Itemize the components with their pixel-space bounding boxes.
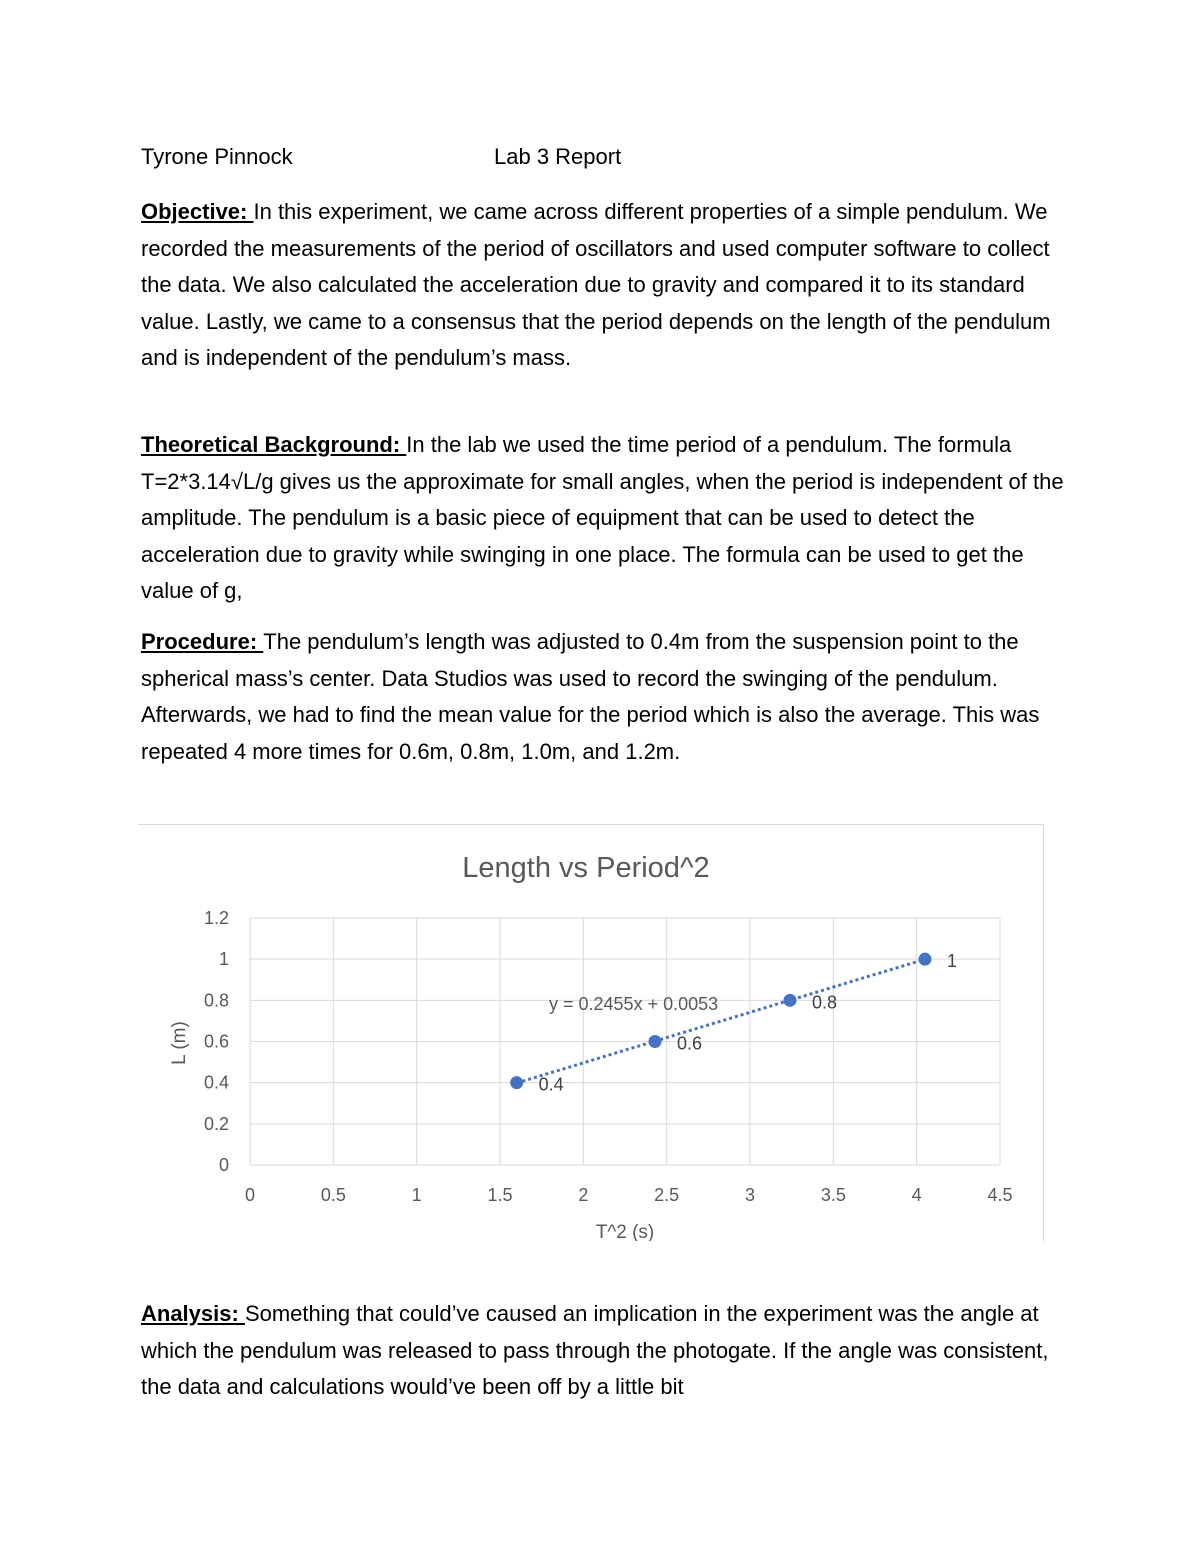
chart-gridlines <box>250 918 1000 1165</box>
x-tick-label: 4.5 <box>987 1185 1013 1205</box>
y-tick-label: 1.2 <box>203 908 229 928</box>
theory-label: Theoretical Background: <box>141 432 407 457</box>
trendline-equation: y = 0.2455x + 0.0053 <box>549 994 719 1014</box>
procedure-text: The pendulum’s length was adjusted to 0.4m from the suspension point to the spherical mass’s center. Data Studios was used to record the swinging of the pendulum. Afterwards, we had to find the mean value for the period which is also the average. This was repeated 4 more times for 0.6m, 0.8m, 1.0m, and 1.2m. <box>141 629 1040 764</box>
objective-text: In this experiment, we came across different properties of a simple pendulum. We recorded the measurements of the period of oscillators and used computer software to collect the data. We also calculated the acceleration due to gravity and compared it to its standard value. Lastly, we came to a consensus that the period depends on the length of the pendulum and is independent of the pendulum’s mass. <box>141 199 1051 371</box>
data-point <box>784 994 797 1007</box>
y-tick-label: 0 <box>218 1155 229 1175</box>
report-title: Lab 3 Report <box>494 144 622 169</box>
x-tick-label: 1 <box>411 1185 422 1205</box>
x-tick-label: 0.5 <box>320 1185 346 1205</box>
data-point <box>919 953 932 966</box>
chart-y-axis-label: L (m) <box>169 1021 190 1065</box>
y-tick-label: 0.2 <box>203 1113 229 1134</box>
theory-paragraph <box>141 427 1071 610</box>
x-tick-label: 4 <box>911 1185 922 1205</box>
analysis-label: Analysis: <box>141 1301 245 1326</box>
chart-points <box>510 951 957 1094</box>
x-tick-label: 1.5 <box>487 1185 513 1205</box>
chart-trendline-group <box>517 959 925 1083</box>
chart-x-axis-label: T^2 (s) <box>595 1222 655 1241</box>
y-tick-label: 0.8 <box>203 990 229 1011</box>
procedure-paragraph <box>141 624 1071 770</box>
chart-title: Length vs Period^2 <box>462 852 710 884</box>
length-vs-period-chart <box>138 825 1043 1241</box>
author-name: Tyrone Pinnock <box>141 144 293 169</box>
x-tick-label: 0 <box>244 1185 256 1205</box>
data-label: 1 <box>947 951 958 972</box>
trendline <box>517 959 925 1083</box>
x-tick-label: 3 <box>744 1185 756 1205</box>
theory-text: In the lab we used the time period of a pendulum. The formula T=2*3.14√L/g gives us the approximate for small angles, when the period is independent of the amplitude. The pendulum is a basic piece of equipment that can be used to detect the acceleration due to gravity while swinging in one place. The formula can be used to get the value of g, <box>141 432 1064 604</box>
y-tick-label: 0.6 <box>203 1031 229 1052</box>
chart-axes <box>204 908 1013 1205</box>
data-label: 0.4 <box>538 1074 564 1095</box>
x-tick-label: 3.5 <box>820 1185 846 1205</box>
data-point <box>510 1076 523 1089</box>
objective-label: Objective: <box>141 199 254 224</box>
data-point <box>649 1035 662 1048</box>
analysis-paragraph <box>141 1296 1071 1406</box>
x-tick-label: 2 <box>578 1185 589 1205</box>
procedure-label: Procedure: <box>141 629 264 654</box>
data-label: 0.8 <box>812 992 838 1013</box>
objective-paragraph <box>141 194 1071 377</box>
data-label: 0.6 <box>677 1033 703 1054</box>
chart-container <box>138 824 1044 1241</box>
analysis-text: Something that could’ve caused an implication in the experiment was the angle at which the pendulum was released to pass through the photogate. If the angle was consistent, the data and calculations would’ve been off by a little bit <box>141 1301 1049 1400</box>
x-tick-label: 2.5 <box>654 1185 680 1205</box>
y-tick-label: 0.4 <box>203 1072 229 1093</box>
y-tick-label: 1 <box>218 949 229 970</box>
